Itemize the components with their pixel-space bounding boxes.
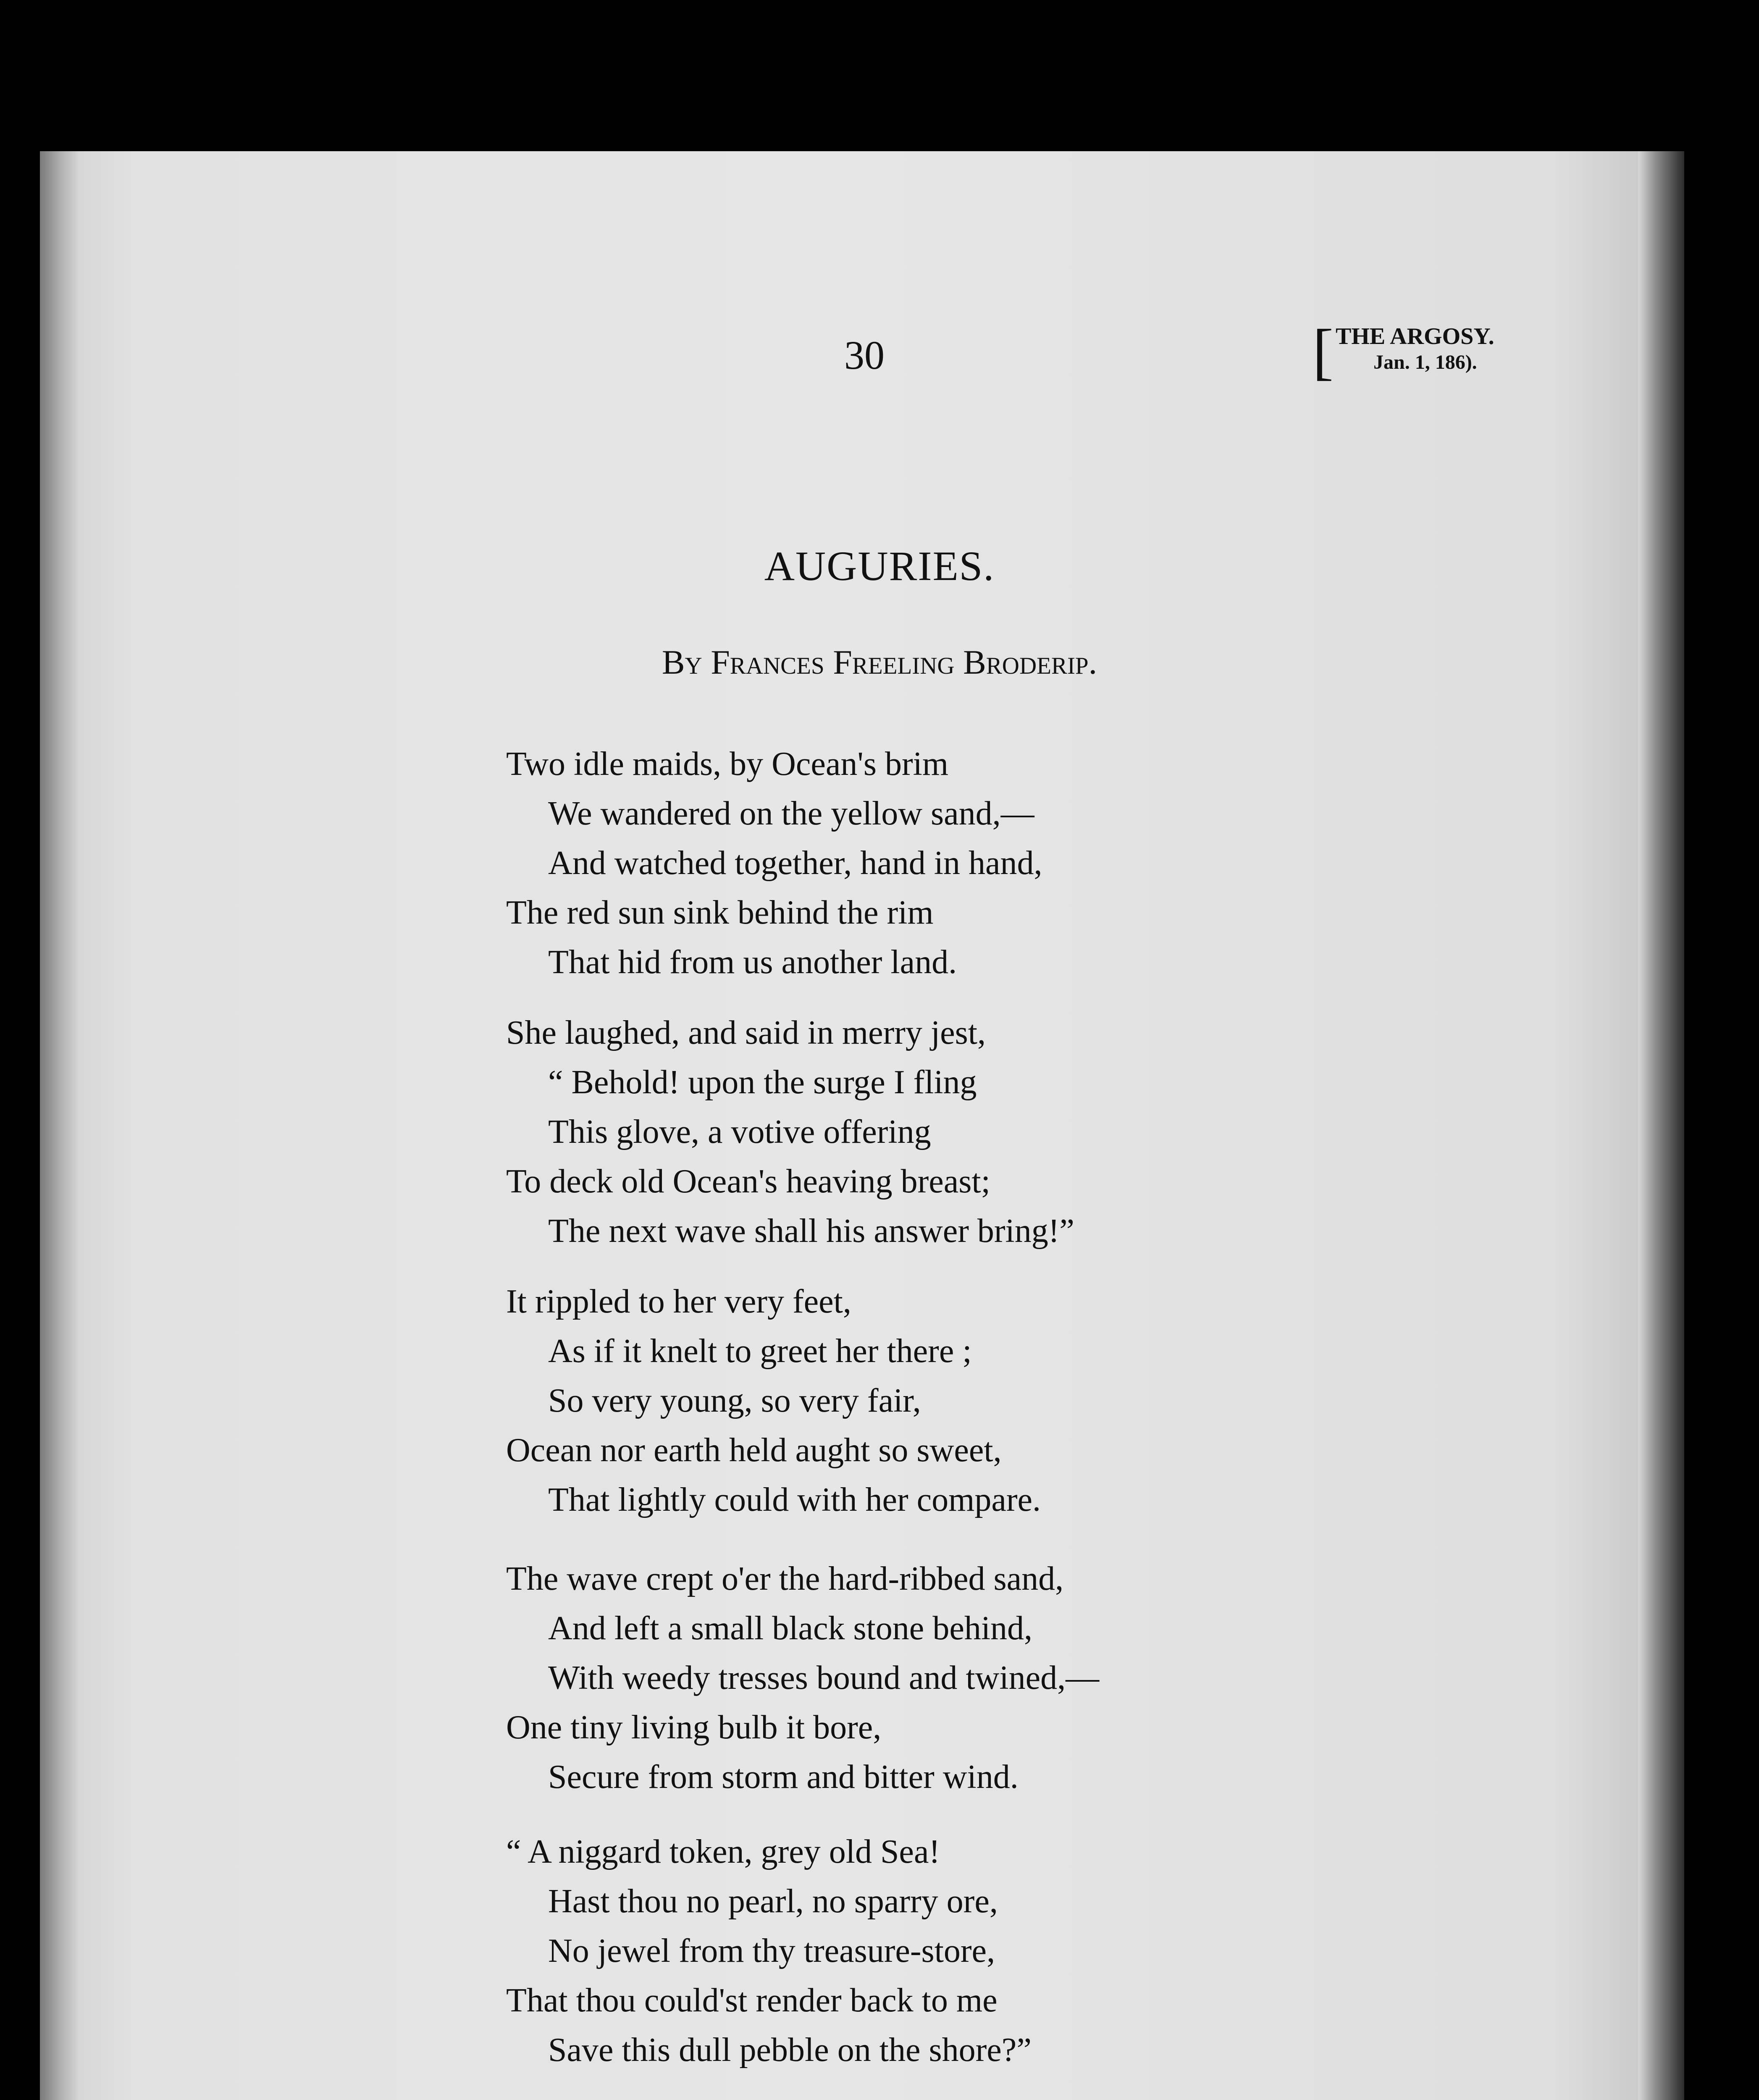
poem-stanza: [506, 1277, 1041, 1525]
poem-line: Two idle maids, by Ocean's brim: [506, 746, 949, 782]
poem-line: [506, 2096, 1011, 2100]
poem-byline: By Frances Freeling Broderip.: [662, 643, 1097, 681]
running-head-date: Jan. 1, 186).: [1373, 351, 1477, 373]
poem-stanza: [506, 1008, 1074, 1256]
page-right-edge: [1638, 151, 1684, 2100]
poem-stanza: [506, 2096, 1011, 2100]
poem-line: “ A niggard token, grey old Sea!: [506, 1833, 940, 1870]
poem-line: “ Behold! upon the surge I fling: [548, 1064, 977, 1101]
poem-stanza: [506, 1827, 1032, 2075]
poem-line: Secure from storm and bitter wind.: [548, 1759, 1019, 1796]
poem-line: That thou could'st render back to me: [506, 1982, 998, 2019]
poem-line: So very young, so very fair,: [548, 1382, 921, 1419]
poem-line: It rippled to her very feet,: [506, 1283, 851, 1320]
poem-line: With weedy tresses bound and twined,—: [548, 1659, 1100, 1696]
poem-line: That lightly could with her compare.: [548, 1481, 1041, 1518]
poem-line: To deck old Ocean's heaving breast;: [506, 1163, 990, 1200]
poem-line: As if it knelt to greet her there ;: [548, 1333, 972, 1370]
poem-line: One tiny living bulb it bore,: [506, 1709, 882, 1746]
poem-line: Hast thou no pearl, no sparry ore,: [548, 1883, 998, 1920]
poem-title: AUGURIES.: [764, 543, 995, 589]
poem-line: Save this dull pebble on the shore?”: [548, 2032, 1032, 2068]
poem-line: And watched together, hand in hand,: [548, 845, 1042, 882]
poem-line: That hid from us another land.: [548, 944, 957, 981]
page-left-edge: [40, 151, 78, 2100]
running-head: [1313, 317, 1494, 386]
poem-line: She laughed, and said in merry jest,: [506, 1014, 986, 1051]
poem-line: We wandered on the yellow sand,—: [548, 795, 1034, 832]
running-head-bracket: [: [1313, 317, 1334, 386]
poem-stanza: [506, 1554, 1099, 1802]
poem-line: Ocean nor earth held aught so sweet,: [506, 1432, 1002, 1469]
poem-line: This glove, a votive offering: [548, 1113, 931, 1150]
poem-stanza: [506, 739, 1042, 987]
poem-line: The red sun sink behind the rim: [506, 894, 934, 931]
poem-line: The wave crept o'er the hard-ribbed sand,: [506, 1560, 1064, 1597]
poem-line: And left a small black stone behind,: [548, 1610, 1033, 1647]
poem-line: The next wave shall his answer bring!”: [548, 1213, 1074, 1250]
running-head-publication: THE ARGOSY.: [1336, 323, 1494, 349]
poem-line: No jewel from thy treasure-store,: [548, 1932, 995, 1969]
page-number: 30: [844, 333, 885, 378]
